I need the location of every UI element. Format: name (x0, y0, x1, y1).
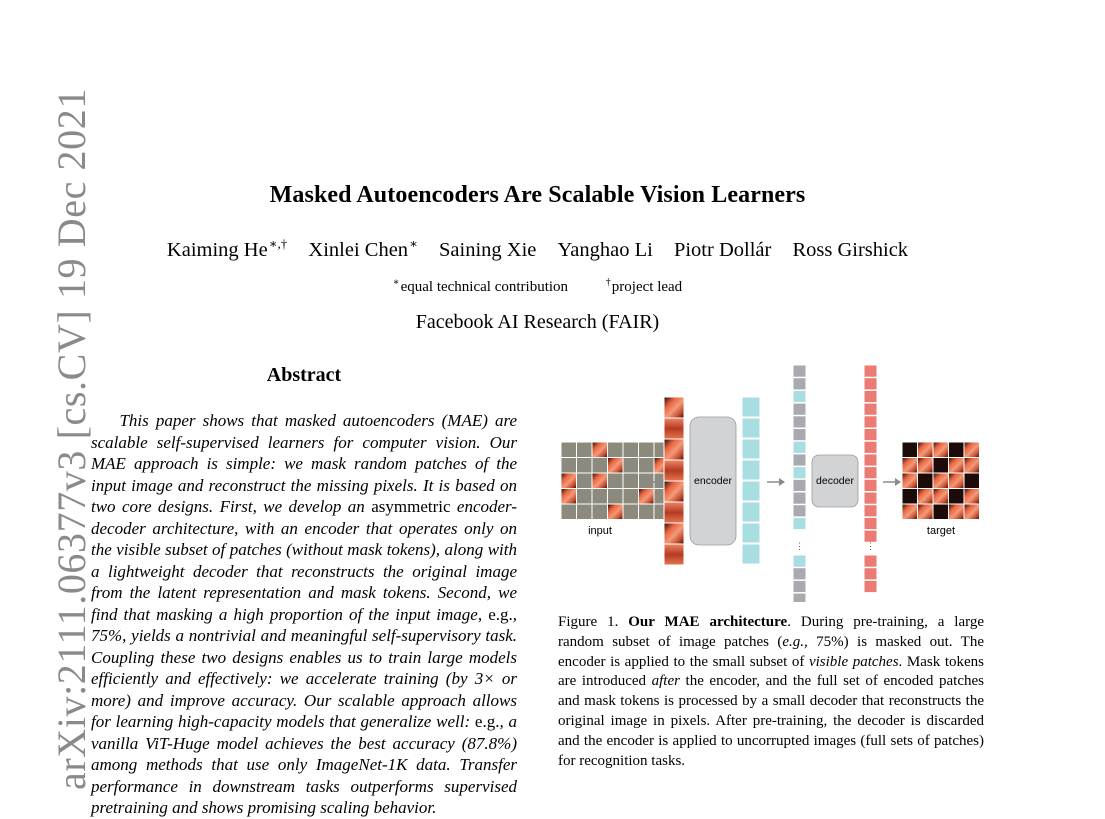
mask-token (793, 580, 806, 592)
abstract-part: , a vanilla ViT-Huge model achieves the best accuracy (87.8%) among methods that use only ImageNet-1K data. Transfer performance in downstream tasks outperforms supervised pretraining and shows promising scaling behavior. (91, 712, 517, 817)
masked-patch (639, 442, 655, 458)
author-xinlei-chen (308, 236, 418, 261)
decoder-output-column (864, 365, 877, 593)
output-token (864, 568, 877, 580)
masked-patch (623, 473, 639, 489)
target-patch (918, 473, 934, 489)
author-kaiming-he (166, 236, 288, 261)
author-name: Xinlei Chen (308, 239, 409, 261)
caption-part: after (651, 673, 680, 690)
target-patch (918, 489, 934, 505)
masked-patch (592, 489, 608, 505)
target-patch (902, 489, 918, 505)
footnote-text: equal technical contribution (400, 279, 569, 295)
decoder-label: decoder (816, 475, 854, 487)
caption-part: . Mask tokens are introduced (558, 653, 985, 690)
output-token (864, 517, 877, 529)
masked-patch (623, 504, 639, 520)
target-patch (964, 442, 980, 458)
masked-patch (608, 489, 624, 505)
target-patch (918, 504, 934, 520)
caption-part: , 75%) is masked out. The encoder is applied to the small subset of (558, 633, 984, 670)
visible-patch (664, 439, 684, 460)
abstract-part: asymmetric (371, 497, 451, 516)
masked-patch (577, 504, 593, 520)
output-token (864, 378, 877, 390)
output-token (864, 429, 877, 441)
author-saining-xie (439, 239, 536, 261)
visible-token (793, 467, 806, 479)
author-ross-girshick (792, 239, 908, 261)
encoder-label: encoder (694, 475, 732, 487)
masked-patch (639, 504, 655, 520)
ellipsis-icon: ⋮ (866, 541, 875, 551)
visible-patch (664, 460, 684, 481)
target-patch (949, 473, 965, 489)
masked-patch (577, 489, 593, 505)
masked-patch (577, 458, 593, 474)
footnote-mark: † (605, 277, 611, 288)
abstract-part: encoder-decoder architecture, with an encoder that operates only on the visible subset of patches (without mask tokens), along with a lightweight decoder that reconstructs the original image from the latent representation and mask tokens. Second, we find that masking a high proportion of the input image, (91, 497, 517, 624)
visible-patch (664, 397, 684, 418)
visible-patch (664, 502, 684, 523)
masked-patch (561, 504, 577, 520)
encoded-token (742, 502, 760, 522)
output-token (864, 403, 877, 415)
mask-token (793, 454, 806, 466)
masked-patch (623, 458, 639, 474)
target-patch (902, 504, 918, 520)
masked-patch (561, 458, 577, 474)
mask-token (793, 505, 806, 517)
visible-patch (561, 489, 577, 505)
visible-patch (561, 473, 577, 489)
mask-token (793, 429, 806, 441)
caption-part: . During pre-training, a large random subset of image patches ( (558, 614, 984, 650)
arrow-icon (883, 478, 901, 486)
masked-patch (577, 473, 593, 489)
masked-patch (592, 458, 608, 474)
footnote-equal-contribution (393, 279, 568, 295)
masked-patch (639, 473, 655, 489)
encoded-token (742, 544, 760, 564)
full-token-column (793, 365, 806, 602)
author-name: Yanghao Li (557, 239, 653, 261)
visible-token (793, 517, 806, 529)
abstract-part: e.g. (488, 604, 513, 624)
affiliation: Facebook AI Research (FAIR) (415, 311, 660, 333)
output-token (864, 441, 877, 453)
encoded-token (742, 397, 760, 417)
output-token (864, 479, 877, 491)
target-patch (964, 489, 980, 505)
input-label: input (588, 525, 612, 537)
masked-patch (623, 442, 639, 458)
footnote-text: project lead (611, 279, 683, 295)
output-token (864, 580, 877, 592)
encoded-token (742, 481, 760, 501)
encoded-token (742, 523, 760, 543)
masked-patch (561, 442, 577, 458)
target-patch (933, 489, 949, 505)
author-name: Saining Xie (439, 239, 537, 261)
target-patch (918, 458, 934, 474)
target-patch (964, 473, 980, 489)
author-name: Piotr Dollár (673, 239, 772, 261)
target-patch (933, 442, 949, 458)
author-piotr-dollar (674, 239, 771, 261)
abstract-heading: Abstract (266, 364, 342, 386)
mae-architecture-figure (555, 362, 990, 602)
target-patch (933, 504, 949, 520)
visible-token (793, 441, 806, 453)
caption-part: visible patches (808, 653, 899, 670)
masked-patch (592, 504, 608, 520)
target-patch (949, 489, 965, 505)
target-patch (949, 458, 965, 474)
target-patch (933, 458, 949, 474)
output-token (864, 467, 877, 479)
encoded-token (742, 439, 760, 459)
visible-patch (664, 418, 684, 439)
abstract-text (91, 410, 517, 819)
encoded-token (742, 460, 760, 480)
author-list (0, 236, 1075, 262)
target-patch (918, 442, 934, 458)
output-token (864, 416, 877, 428)
output-token (864, 505, 877, 517)
mask-token (793, 479, 806, 491)
mask-token (793, 492, 806, 504)
visible-patch (608, 458, 624, 474)
output-token (864, 492, 877, 504)
abstract-part: e.g. (474, 712, 500, 731)
paper-title: Masked Autoencoders Are Scalable Vision Learners (269, 182, 806, 208)
target-patch (902, 442, 918, 458)
ellipsis-icon: ⋮ (795, 541, 804, 551)
masked-patch (608, 473, 624, 489)
author-name: Ross Girshick (792, 239, 909, 261)
author-mark: ∗ (409, 236, 418, 251)
target-patch (949, 504, 965, 520)
output-token (864, 454, 877, 466)
author-name: Kaiming He (166, 239, 268, 261)
author-mark: ∗,† (268, 236, 288, 251)
output-token (864, 365, 877, 377)
arxiv-identifier: arXiv:2111.06377v3 [cs.CV] 19 Dec 2021 (49, 88, 94, 790)
visible-patch (639, 489, 655, 505)
target-image (902, 442, 980, 520)
author-yanghao-li (558, 239, 653, 261)
masked-patch (577, 442, 593, 458)
target-patch (933, 473, 949, 489)
caption-part: the encoder, and the full set of encoded patches and mask tokens is processed by a small decoder that reconstructs the original image in pixels. After pre-training, the decoder is discarded and the encoder is applied to uncorrupted images (full sets of patches) for recognition tasks. (558, 673, 984, 769)
visible-token (793, 555, 806, 567)
abstract-part: This paper shows that masked autoencoders (MAE) are scalable self-supervised learners for computer vision. Our MAE approach is simple: we mask random patches of the input image and reconstruct the missing pixels. It is based on two core designs. First, we develop an (91, 411, 518, 516)
mask-token (793, 365, 806, 377)
masked-patch (623, 489, 639, 505)
caption-part: Figure 1. (558, 614, 629, 630)
target-label: target (926, 525, 956, 537)
visible-token (793, 390, 806, 402)
author-footnotes (0, 279, 1075, 296)
mask-token (793, 416, 806, 428)
visible-patch (664, 481, 684, 502)
masked-input-image (561, 442, 670, 520)
architecture-diagram (555, 362, 990, 602)
abstract-part: , 75%, yields a nontrivial and meaningful self-supervisory task. Coupling these two designs enables us to train large models efficiently and effectively: we accelerate training (by 3× or more) and improve accuracy. Our scalable approach allows for learning high-capacity models that generalize well: (91, 604, 517, 731)
target-patch (964, 458, 980, 474)
mask-token (793, 593, 806, 602)
caption-part: e.g. (782, 633, 805, 650)
target-patch (949, 442, 965, 458)
mask-token (793, 568, 806, 580)
encoded-token (742, 418, 760, 438)
target-patch (902, 473, 918, 489)
output-token (864, 390, 877, 402)
figure-caption (558, 613, 984, 771)
arrow-icon (767, 478, 785, 486)
visible-patch (592, 473, 608, 489)
visible-patch (592, 442, 608, 458)
footnote-mark: ∗ (392, 277, 400, 288)
target-patch (902, 458, 918, 474)
visible-patch (664, 544, 684, 565)
visible-patch (664, 523, 684, 544)
footnote-project-lead (606, 279, 682, 295)
masked-patch (608, 442, 624, 458)
visible-patch-column (664, 397, 684, 565)
visible-patch (608, 504, 624, 520)
caption-part: Our MAE architecture (628, 614, 788, 630)
mask-token (793, 403, 806, 415)
mask-token (793, 378, 806, 390)
masked-patch (639, 458, 655, 474)
output-token (864, 555, 877, 567)
target-patch (964, 504, 980, 520)
encoded-token-column (742, 397, 760, 564)
